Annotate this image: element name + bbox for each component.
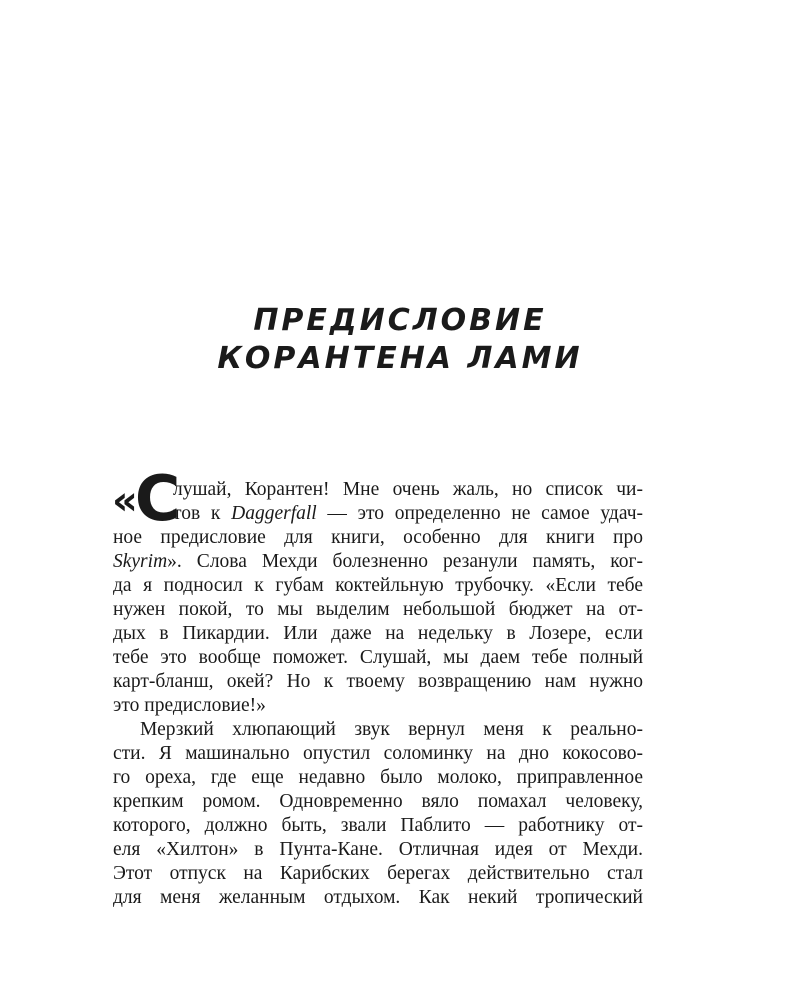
text-line: да я подносил к губам коктейльную трубочку. «Если тебе: [113, 575, 643, 596]
text-line: карт-бланш, окей? Но к твоему возвращению нам нужно: [113, 671, 643, 692]
text-line: Этот отпуск на Карибских берегах действительно стал: [113, 863, 643, 884]
text-line: еля «Хилтон» в Пунта-Кане. Отличная идея от Мехди.: [113, 839, 643, 860]
text-line: дых в Пикардии. Или даже на недельку в Лозере, если: [113, 623, 643, 644]
drop-cap: [112, 462, 180, 535]
text-line: которого, должно быть, звали Паблито — работнику от-: [113, 815, 643, 836]
text-line: для меня желанным отдыхом. Как некий тропический: [113, 887, 643, 908]
text-line: крепким ромом. Одновременно вяло помахал человеку,: [113, 791, 643, 812]
text-line: го ореха, где еще недавно было молоко, приправленное: [113, 767, 643, 788]
drop-cap-letter: С: [134, 462, 181, 535]
text-line: сти. Я машинально опустил соломинку на дно кокосово-: [113, 743, 643, 764]
text-line: нужен покой, то мы выделим небольшой бюджет на от-: [113, 599, 643, 620]
text-line: Мерзкий хлюпающий звук вернул меня к реально-: [140, 719, 643, 740]
text-line: тов к Daggerfall — это определенно не самое удач-: [173, 503, 644, 524]
game-title-daggerfall: Daggerfall: [231, 503, 317, 524]
text-line: Skyrim». Слова Мехди болезненно резанули память, ког-: [113, 551, 643, 572]
text-line: это предисловие!»: [113, 695, 266, 716]
chapter-title-line-2: КОРАНТЕНА ЛАМИ: [217, 341, 583, 376]
game-title-skyrim: Skyrim: [113, 551, 168, 572]
text-line: ное предисловие для книги, особенно для книги про: [113, 527, 643, 548]
chapter-title-line-1: ПРЕДИСЛОВИЕ: [253, 303, 547, 338]
drop-cap-quote: «: [112, 478, 135, 524]
text-line: тебе это вообще поможет. Слушай, мы даем тебе полный: [113, 647, 643, 668]
text-line: лушай, Корантен! Мне очень жаль, но список чи-: [173, 479, 643, 500]
